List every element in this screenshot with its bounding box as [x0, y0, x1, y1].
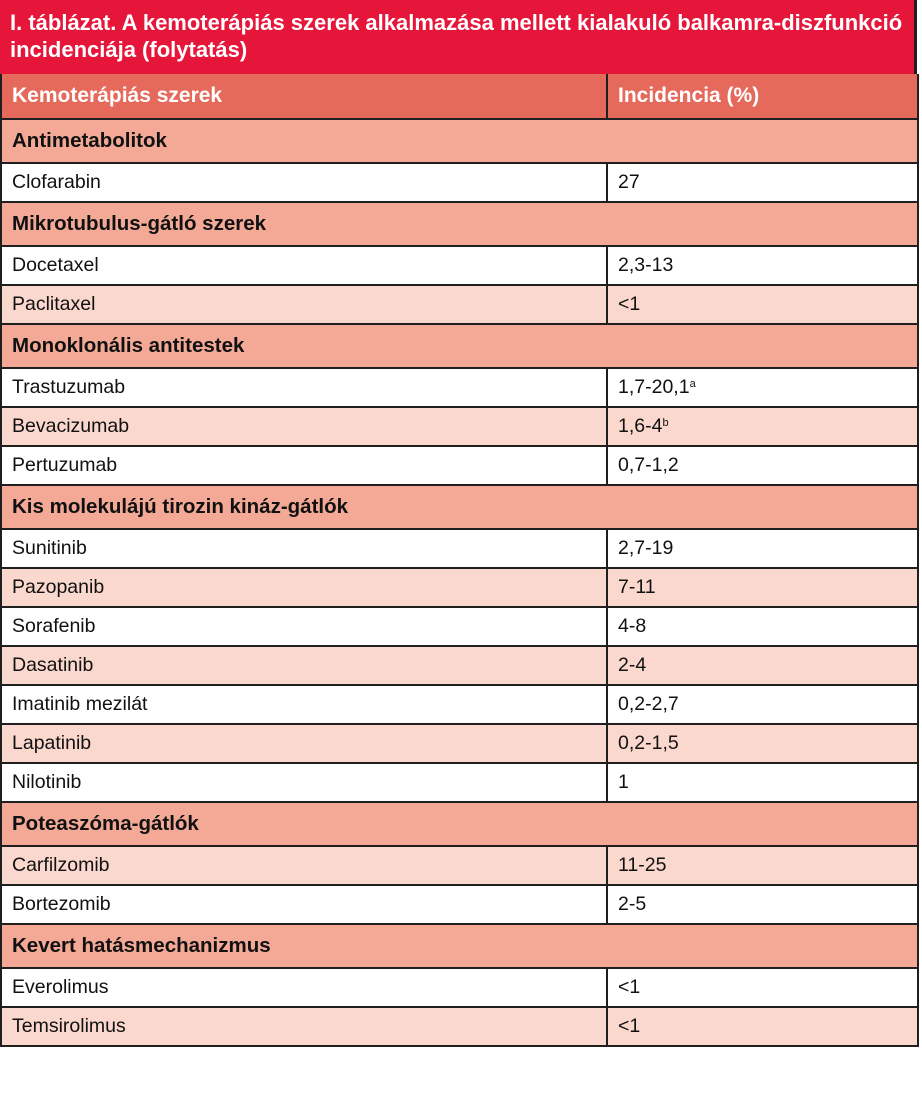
drug-name-cell: Sunitinib [1, 529, 607, 568]
drug-name-cell: Imatinib mezilát [1, 685, 607, 724]
incidence-value: 2-4 [618, 654, 647, 676]
drug-name-cell: Nilotinib [1, 763, 607, 802]
table-row [1, 529, 918, 568]
drug-name-cell: Paclitaxel [1, 285, 607, 324]
table-row [1, 446, 918, 485]
category-row [1, 202, 918, 246]
table-row [1, 968, 918, 1007]
incidence-value-cell [607, 846, 918, 885]
incidence-value-cell [607, 1007, 918, 1046]
incidence-value: 2-5 [618, 893, 647, 915]
incidence-value-cell [607, 529, 918, 568]
incidence-value: 2,3-13 [618, 254, 674, 276]
table-row [1, 1007, 918, 1046]
category-row [1, 324, 918, 368]
table-row [1, 285, 918, 324]
table-title: I. táblázat. A kemoterápiás szerek alkalmazása mellett kialakuló balkamra-diszfunkció incidenciája (folytatás) [0, 0, 917, 74]
category-row [1, 119, 918, 163]
drug-name-cell: Clofarabin [1, 163, 607, 202]
drug-name-cell: Temsirolimus [1, 1007, 607, 1046]
incidence-value-cell [607, 724, 918, 763]
incidence-value-cell [607, 646, 918, 685]
incidence-value-cell [607, 885, 918, 924]
drug-name-cell: Carfilzomib [1, 846, 607, 885]
incidence-value: 4-8 [618, 615, 647, 637]
table-row [1, 763, 918, 802]
incidence-value-cell [607, 968, 918, 1007]
category-label: Kevert hatásmechanizmus [1, 924, 918, 968]
incidence-value-cell [607, 763, 918, 802]
category-label: Kis molekulájú tirozin kináz-gátlók [1, 485, 918, 529]
incidence-value: 7-11 [618, 576, 656, 598]
drug-name-cell: Sorafenib [1, 607, 607, 646]
incidence-value-cell [607, 607, 918, 646]
incidence-value-cell [607, 246, 918, 285]
drug-name-cell: Bortezomib [1, 885, 607, 924]
table-row [1, 246, 918, 285]
incidence-value: 1,6-4 [618, 415, 663, 437]
incidence-value-cell [607, 285, 918, 324]
incidence-value: 11-25 [618, 854, 667, 876]
table-row [1, 685, 918, 724]
drug-name-cell: Docetaxel [1, 246, 607, 285]
incidence-value: 0,2-1,5 [618, 732, 679, 754]
table-row [1, 368, 918, 407]
category-label: Monoklonális antitestek [1, 324, 918, 368]
incidence-value: 1 [618, 771, 629, 793]
drug-name-cell: Everolimus [1, 968, 607, 1007]
incidence-value-cell [607, 446, 918, 485]
header-drug-column: Kemoterápiás szerek [1, 74, 607, 119]
drug-name-cell: Lapatinib [1, 724, 607, 763]
incidence-value-cell [607, 368, 918, 407]
incidence-value: 2,7-19 [618, 537, 674, 559]
table-row [1, 407, 918, 446]
table-header-row [1, 74, 918, 119]
incidence-value-cell [607, 163, 918, 202]
drug-name-cell: Dasatinib [1, 646, 607, 685]
table-body [1, 74, 918, 1046]
table-row [1, 724, 918, 763]
incidence-value-cell [607, 685, 918, 724]
category-label: Antimetabolitok [1, 119, 918, 163]
incidence-value-cell [607, 568, 918, 607]
incidence-value: 0,7-1,2 [618, 454, 679, 476]
drug-name-cell: Bevacizumab [1, 407, 607, 446]
category-label: Mikrotubulus-gátló szerek [1, 202, 918, 246]
drug-name-cell: Pazopanib [1, 568, 607, 607]
table-row [1, 846, 918, 885]
category-row [1, 802, 918, 846]
table-row [1, 568, 918, 607]
footnote-marker: a [689, 378, 696, 390]
incidence-value: 0,2-2,7 [618, 693, 679, 715]
table-row [1, 646, 918, 685]
table-row [1, 163, 918, 202]
category-label: Poteaszóma-gátlók [1, 802, 918, 846]
category-row [1, 924, 918, 968]
table-row [1, 607, 918, 646]
table-row [1, 885, 918, 924]
footnote-marker: b [662, 417, 669, 429]
incidence-value: 27 [618, 171, 640, 193]
incidence-value: <1 [618, 293, 641, 315]
incidence-value: <1 [618, 1015, 641, 1037]
drug-name-cell: Pertuzumab [1, 446, 607, 485]
incidence-table [0, 74, 919, 1047]
incidence-value: 1,7-20,1 [618, 376, 690, 398]
incidence-value: <1 [618, 976, 641, 998]
drug-name-cell: Trastuzumab [1, 368, 607, 407]
category-row [1, 485, 918, 529]
incidence-value-cell [607, 407, 918, 446]
header-incidence-column: Incidencia (%) [607, 74, 918, 119]
